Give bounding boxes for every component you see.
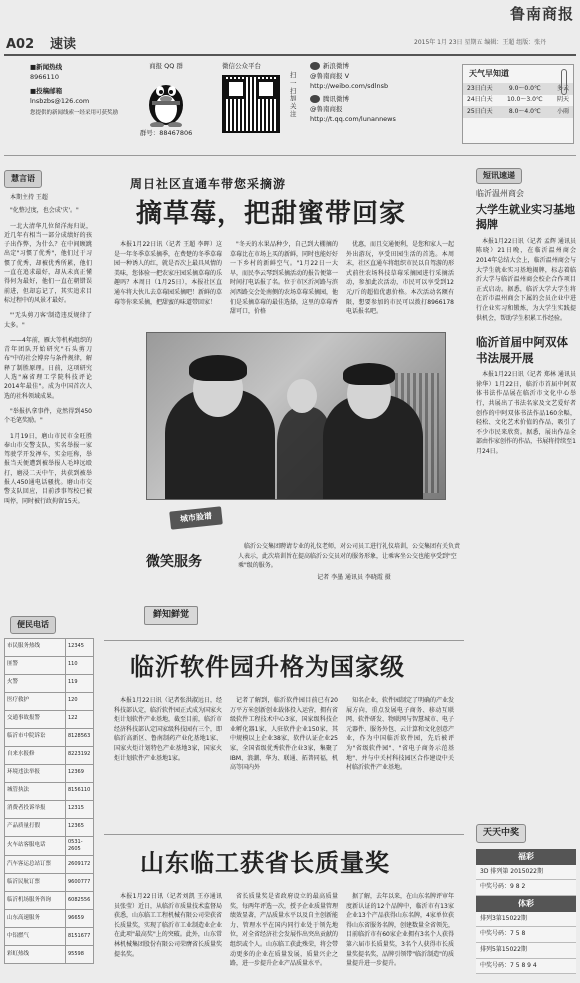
hotline-row: [5, 892, 94, 910]
top-rule: [4, 54, 576, 56]
hotline-number: 9600777: [66, 874, 94, 892]
hotline-row: [5, 710, 94, 728]
thermometer-icon: [561, 69, 567, 95]
hotline-name: 环境违法举报: [5, 764, 66, 782]
photo-credit: 记者 李墨 通讯员 李晓霞 摄: [317, 573, 391, 581]
story1-kicker: 周日社区直通车带您采摘游: [130, 177, 287, 191]
weather-box: [462, 64, 574, 144]
ticai-header: 体彩: [476, 896, 576, 912]
fucai-header: 福彩: [476, 849, 576, 865]
section-rule: [104, 640, 464, 641]
hotline-number: 95598: [66, 946, 94, 964]
hotline-name: 火警: [5, 674, 66, 692]
left-paragraph: 1月19日，磨山市民市金旺胜奉山市交警支队，实名举报一家驾驶学开发禅车，实金旺称，举报当天便遭到被举报人毛坤远殴打，磨浸二天中午，共获到被举报人450通电话骚扰。磨山市交警支队回应，目前涉事驾校已被叫停，同时被行政拘留15天。: [4, 432, 92, 505]
hotline-name: 匪警: [5, 656, 66, 674]
hotline-row: [5, 764, 94, 782]
hotline-name: 医疗救护: [5, 692, 66, 710]
weibo-block: [310, 62, 460, 125]
hotline-table: [4, 616, 94, 964]
right-text: 本报1月22日讯（记者 孟辉 通讯员 陈晓）21日晚，在临沂温州商会2014年总结大会上，临沂温州商会与大学生就业实习基地揭牌，标志着临沂大学与临沂温州商会校企合作项目正式启动。据悉，临沂大学大学生将在沂市温州商会下属的会员企业中进行企业实习和锻炼，为大学生实践提供机会，帮助学生积累工作经验。: [476, 237, 576, 322]
left-paragraph: 一北大清华几位留洋海归说，近几年有相当一部分成绩好的孩子出作弊，为什么？在中间顾跳出定"习惯了优秀"，他们过于习惯了优秀，却被优秀所累，他们一直在追求最好，却从未真正懂得何为最好，他们一直在朝错误前进，但却忘记了，其实追求目标过程中的风景才最好。: [4, 222, 92, 304]
hotline-name: 彩虹热线: [5, 946, 66, 964]
lottery-row: 中奖号码：7 5 8 9 4: [476, 959, 576, 975]
right-headline: 大学生就业实习基地揭牌: [476, 203, 575, 232]
section-rule: [104, 834, 464, 835]
hotline-name: 自来水报修: [5, 746, 66, 764]
wechat-label: 微信公众平台: [222, 62, 261, 70]
hotline-name: 消费者投诉举报: [5, 800, 66, 818]
contact-note: 您提供的新闻线索一经采用可获奖励: [30, 110, 119, 117]
photo-section-tag: 城市脸谱: [169, 506, 223, 529]
hotline-row: [5, 818, 94, 836]
weather-row: [463, 83, 573, 95]
hotline-row: [5, 836, 94, 856]
news-hotline-number: 8966110: [30, 73, 59, 82]
hotline-number: 8156110: [66, 782, 94, 800]
qr-code-icon[interactable]: [222, 75, 280, 133]
hotline-number: 8151677: [66, 928, 94, 946]
hotline-number: 8128563: [66, 728, 94, 746]
hotline-row: [5, 656, 94, 674]
left-paragraph: "'无头剪刀客'制造违反规律了太多。": [4, 312, 92, 329]
story1-col3: 优惠，而且交通便利，是您和家人一起外出游玩，享受田园生活的首选。本周末，社区直通车将组织市民以自驾游的形式前往农场科技草莓采摘园进行采摘活动，参加此次活动，市民可以享受到12元/斤的超值优惠价格。本次活动名额有限，想要参加的市民可以拨打8966178电话报名吧。: [346, 241, 455, 316]
weather-desc: 多云: [556, 84, 569, 92]
left-text: [4, 206, 92, 506]
hotline-row: [5, 728, 94, 746]
hotline-number: 6082556: [66, 892, 94, 910]
hotline-number: 2609172: [66, 856, 94, 874]
story3-col3: 据了解，去年以来，在山东名牌评审年度新认证的12个品牌中，临沂市有13家企业13个产品获得山东名牌，4家单位获得山东省服务名牌，创建数量全省领先，目前临沂市有60家企业拥有3名个人获得第六届市长质量奖，3名个人获得市长质量奖提名奖，品牌引领带"临沂制造"的质量提升进一步提升。: [346, 893, 455, 968]
hotline-number: 96659: [66, 910, 94, 928]
left-host: 本期主持 王超: [10, 193, 48, 201]
hotline-number: 8223192: [66, 746, 94, 764]
hotline-name: 交通事故报警: [5, 710, 66, 728]
weather-date: 24日白天: [467, 96, 493, 104]
story2-col3: 知名企业，软件园制定了明确的产业发展方向，重点发展电子商务、移动互联网、软件研发、物联网与智慧城市、电子元器件、服务外包、云计算和文化创意产业，作为中国临沂软件园，先后被评为"省级软件园"、"省电子商务示范基地"、并与中关村科技园区合作建设中关村临沂软件产业基地。: [346, 697, 455, 772]
weibo-icon: [310, 62, 320, 70]
hotline-name: 临沂机场服务咨询: [5, 892, 66, 910]
story2-section-tag: 鲜知鲜觉: [144, 606, 198, 625]
weather-temp: 9.0～0.0℃: [508, 84, 541, 92]
lottery-row: 3D 排列第 2015022期: [476, 865, 576, 881]
xinlang-label: 新浪微博: [323, 62, 349, 70]
story3-col2: 省长质量奖是省政府设立的最高质量奖，每两年评选一次，授予企业质量管理绩效显著，产品质量水平以及自主创新能力、管理水平在国内同行业处于领先地位，对全省经济社会发展作出突出贡献的组织或个人。山东临工获此殊荣，将会带动更多的企业在质量发展，质量兴企之路，进一步提升企业产品质量水平。: [230, 893, 339, 968]
weather-date: 23日白天: [467, 84, 493, 92]
hotline-row: [5, 782, 94, 800]
photo-caption-title: 微笑服务: [146, 554, 202, 570]
hotline-name: 产品质量打假: [5, 818, 66, 836]
hotline-name: 汽车客运总站订票: [5, 856, 66, 874]
left-section-tag: 慧言语: [4, 170, 42, 188]
tencent-weibo-icon: [310, 95, 320, 103]
lottery-box: [476, 824, 576, 974]
hotline-number: 12365: [66, 818, 94, 836]
qq-group: [136, 62, 196, 139]
photo-caption-text: 临沂公交集团聘请专业的礼仪老师，对公司员工进行礼仪培训，公交集团有关负责人表示，此次培训旨在提高临沂公交员对的服务形象，让乘客坐公交也能享受到"空乘"级的服务。: [238, 543, 461, 570]
hotline-name: 临沂市中院诉讼: [5, 728, 66, 746]
photo-hair: [343, 363, 395, 385]
hotline-name: 临沂民航订票: [5, 874, 66, 892]
masthead: [0, 0, 580, 52]
hotline-row: [5, 746, 94, 764]
xinlang-url[interactable]: http://weibo.com/sdlnsb: [310, 81, 389, 90]
tencent-url[interactable]: http://t.qq.com/lunannews: [310, 114, 396, 123]
photo-hair: [189, 355, 247, 381]
hotline-number: 0531-2605: [66, 836, 94, 856]
hotline-name: 城管执法: [5, 782, 66, 800]
left-column: [4, 170, 92, 512]
weather-temp: 10.0～3.0℃: [506, 96, 543, 104]
hotline-row: [5, 910, 94, 928]
section-name: 速读: [50, 37, 77, 52]
left-paragraph: ——4年前，雁大等机构组织的青年团队开始研究"石头剪刀布"中的社会博弈与条件规律，解释了制胜原理。日前，这项研究人选"麻省理工学院科技评论2014年最佳"。成为中国首次人选的社科领域成果。: [4, 336, 92, 400]
hotline-row: [5, 946, 94, 964]
story1-col1: 本报1月22日讯（记者 王超 李晖）这是一年冬季草采摘季，在费楚的冬季草莓园一种诱人的红，就是否次上最具风情的美味，您体验一把农家庄园采摘草莓的乐趣吗？本周日（1月25日），本报社区直通车将大伙儿去草莓园采摘吧！新鲜的草莓等你来采摘，把甜蜜的味道带回家！: [114, 241, 223, 306]
right-column: [476, 168, 576, 457]
hotline-row: [5, 674, 94, 692]
photo-caption: [238, 542, 464, 582]
story3-body: [114, 892, 464, 969]
tencent-account: @鲁南商报: [310, 105, 343, 113]
hotline-row: [5, 800, 94, 818]
contact-hotline: [30, 62, 118, 118]
qq-penguin-icon: [144, 75, 188, 127]
lottery-row: 中奖号码：7 5 8: [476, 927, 576, 943]
lottery-row: 排列5第15022期: [476, 943, 576, 959]
hotline-row: [5, 856, 94, 874]
issue-line: 2015年 1月 23日 星期五 编辑：王超 组版：张丹: [414, 39, 547, 46]
hotline-number: 12345: [66, 638, 94, 656]
right-subhead: 临沂温州商会: [476, 188, 524, 198]
hotline-number: 12315: [66, 800, 94, 818]
paper-name: 鲁南商报: [509, 5, 574, 23]
lottery-row: 排列3第15022期: [476, 912, 576, 928]
weather-temp: 8.0～4.0℃: [508, 107, 541, 115]
story1-headline: 摘草莓，把甜蜜带回家: [136, 199, 407, 229]
story2-body: [114, 696, 464, 773]
hotline-name: 市民服务热线: [5, 638, 66, 656]
story1-col2: "冬天的水果品种少，自己到大棚摘的草莓比在市场上买的新鲜，同时也能好好一下乡村的新鲜空气。"1月22日一大早，而民李云琴到采摘活动的报告便第一时间打电话报了名。位于市区沂河路与滨河西路交会处南侧的农场草莓采摘园，他们是采摘草莓的最佳选择，这里的草莓香甜可口，价格: [230, 241, 339, 316]
right-text-2: 本报1月22日讯（记者 郑林 通讯员 徐华）1月22日，临沂市首届中阿双体书法作品展在临沂市文化中心举行，共展出了书法名家及文艺爱好者创作的中阿双体书法作品160余幅，轻松、文化艺术价值的作品，吸引了不少市民来欣赏。据悉，展出作品全部由作家创作的作品，书展将持续至1月24日。: [476, 371, 576, 455]
story1-body: [114, 240, 464, 317]
hotline-name: 中铝燃气: [5, 928, 66, 946]
right-section-tag: 短讯速递: [476, 168, 522, 184]
story3-col1: 本报1月22日讯（记者刘凯 王亦通讯员张莹）近日，从临沂市质量技术监督局获悉，山东临工工程机械有限公司荣获省长质量奖，实现了临沂市工业制造业企业在此项"最高奖"上的突破。此外，山东常林机械集团股份有限公司荣膺省长质量奖提名奖。: [114, 893, 223, 958]
hotline-tag: 便民电话: [10, 616, 56, 634]
page-code: A02: [6, 37, 35, 52]
contact-strip: [4, 60, 576, 156]
hotline-row: [5, 928, 94, 946]
weather-row: [463, 94, 573, 106]
xinlang-account: @鲁南商报 V: [310, 71, 350, 80]
news-hotline-label: ■新闻热线: [30, 63, 63, 71]
left-paragraph: "化整过度，也会成'灾'。": [10, 207, 79, 215]
hotline-row: [5, 874, 94, 892]
scan-hint: 扫一扫加关注: [290, 71, 297, 118]
weather-desc: 阴天: [556, 96, 569, 104]
story2-col1: 本报1月22日讯（记者张洪淑远日，经科技部认定，临沂软件园正式成为国家火炬计划软件产业基地，截至目前，临沂市经济科技部认定国家级科技园有三个，即临沂高新区、鲁南制药产业化基地1家、国家火炬计划特色产业基地3家，国家火炬计划软件产业基地1家。: [114, 697, 223, 762]
weather-row: [463, 106, 573, 118]
weather-desc: 小雨: [556, 107, 569, 115]
hotline-name: 火车站客服电话: [5, 836, 66, 856]
hotline-number: 110: [66, 656, 94, 674]
service-photo: [146, 332, 446, 500]
story2-col2: 记者了解到，临沂软件园目前已有20万平方米创新创业载体投入运营，拥有省级软件工程技术中心3家，国家级科技企业孵化器1家，人驻软件企业150家，其中规模以上企业38家，软件认证企业25家，全国省级优秀软件企业3家，集聚了IBM、浪潮、华为、联通、拓普同福，机高等国内外: [230, 697, 339, 772]
hotline-name: 山东高速服务: [5, 910, 66, 928]
weather-date: 25日白天: [467, 107, 493, 115]
qq-label: 商报 QQ 群: [149, 62, 183, 70]
right-headline-2: 临沂首届中阿双体书法展开展: [476, 335, 568, 365]
lottery-tag: 天天中奖: [476, 824, 526, 843]
email-label: ■投稿邮箱: [30, 87, 63, 96]
hotline-row: [5, 692, 94, 710]
qq-number: 群号：88467806: [139, 129, 193, 138]
email-address: lnsbzbs@126.com: [30, 97, 90, 106]
weather-title: 天气早知道: [469, 69, 509, 78]
tencent-label: 腾讯微博: [323, 95, 349, 104]
hotline-number: 119: [66, 674, 94, 692]
story3-headline: 山东临工获省长质量奖: [140, 849, 390, 877]
hotline-number: 120: [66, 692, 94, 710]
hotline-number: 122: [66, 710, 94, 728]
hotline-row: [5, 638, 94, 656]
hotline-number: 12369: [66, 764, 94, 782]
hotline-list: [4, 638, 94, 965]
photo-head: [287, 379, 317, 413]
left-paragraph: "举报扒拿事件，竟然得到450个毛笔奖励。": [4, 407, 92, 425]
story2-headline: 临沂软件园升格为国家级: [130, 653, 405, 681]
lottery-row: 中奖号码：9 8 2: [476, 880, 576, 896]
